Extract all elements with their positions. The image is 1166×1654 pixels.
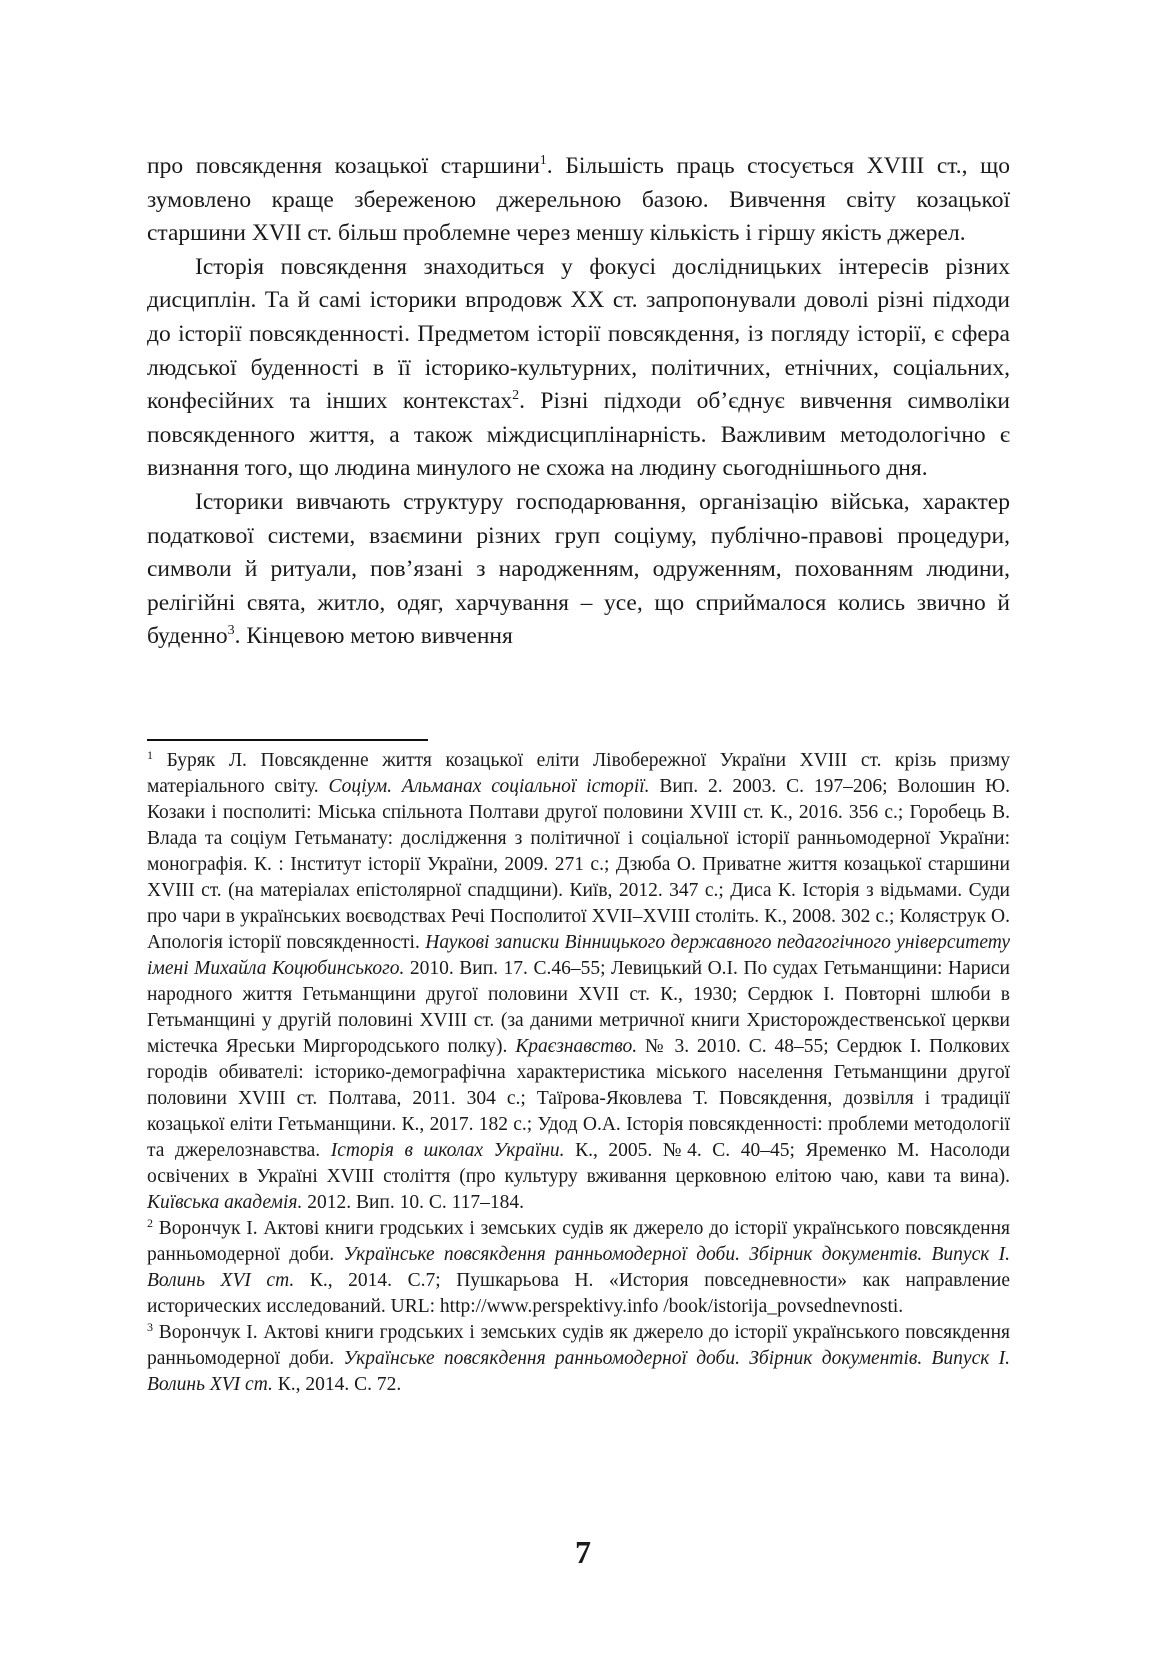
footnote-1-journal: Історія в школах України. xyxy=(330,1140,565,1161)
footnote-ref-3[interactable]: 3 xyxy=(227,623,235,639)
footnotes xyxy=(147,748,1010,1398)
paragraph-1 xyxy=(147,150,1010,251)
footnote-1 xyxy=(147,748,1010,1216)
footnote-3-journal: Українське повсякдення ранньомодерної доби. Збірник документів. Випуск І. Волинь XVI ст. xyxy=(147,1348,1010,1395)
footnote-3 xyxy=(147,1320,1010,1398)
footnote-1-text: Вип. 2. 2003. С. 197–206; Волошин Ю. Козаки і посполиті: Міська спільнота Полтави другої половини XVIII ст. К., 2016. 356 с.; Горобець В. Влада та соціум Гетьманату: дослідження з політичної і соціальної історії ранньомодерної України: монографія. К. : Інститут історії України, 2009. 271 с.; Дзюба О. Приватне життя козацької старшини XVIII ст. (на матеріалах епістолярної спадщини). Київ, 2012. 347 с.; Диса К. Історія з відьмами. Суди про чари в українських воєводствах Речі Посполитої XVII–XVIII століть. К., 2008. 302 с.; Коляструк О. Апологія історії повсякденності. xyxy=(147,776,1010,953)
footnote-ref-1[interactable]: 1 xyxy=(539,153,547,168)
footnote-3-number: 3 xyxy=(147,1320,153,1334)
paragraph-3-text-cont: . Кінцевою метою вивчення xyxy=(234,623,513,650)
footnote-1-text: № 3. 2010. С. 48–55; Сердюк І. Полкових городів обивателі: історико-демографічна характеристика міського населення Гетьманщини другої половини XVIII ст. Полтава, 2011. 304 с.; Таїрова-Яковлева Т. Повсякдення, дозвілля і традиції козацької еліти Гетьманщини. К., 2017. 182 с.; Удод О.А. Історія повсякденності: проблеми методології та джерелознавства. xyxy=(147,1036,1011,1161)
footnote-2-journal: Українське повсякдення ранньомодерної доби. Збірник документів. Випуск І. Волинь XVI ст. xyxy=(147,1244,1010,1291)
footnote-2 xyxy=(147,1216,1010,1320)
body-text xyxy=(147,150,1010,654)
footnote-1-journal: Соціум. Альманах соціальної історії. xyxy=(328,776,650,797)
paragraph-3-text: Історики вивчають структуру господарювання, організацію війська, характер податкової системи, взаємини різних груп соціуму, публічно-правові процедури, символи й ритуали, пов’язані з народженням, одруженням, похованням людини, релігійні свята, житло, одяг, харчування – усе, що сприймалося колись звично й буденно xyxy=(147,488,1010,650)
footnote-ref-2[interactable]: 2 xyxy=(512,388,520,404)
paragraph-2-text-cont: . Різні підходи об’єднує вивчення символіки повсякденного життя, а також міждисциплінарність. Важливим методологічно є визнання того, що людина минулого не схожа на людину сьогоднішнього дня. xyxy=(147,388,1010,482)
paragraph-1-text: про повсякдення козацької старшини xyxy=(147,153,540,179)
footnote-3-text: Ворончук І. Актові книги гродських і земських судів як джерело до історії українського повсякдення ранньомодерної доби. xyxy=(147,1322,1010,1369)
footnote-2-text: Ворончук І. Актові книги гродських і земських судів як джерело до історії українського повсякдення ранньомодерної доби. xyxy=(147,1218,1010,1265)
footnote-3-text: К., 2014. С. 72. xyxy=(272,1374,402,1395)
footnote-1-journal: Київська академія. xyxy=(147,1192,303,1213)
paragraph-2 xyxy=(147,251,1010,486)
footnote-2-number: 2 xyxy=(147,1216,153,1230)
paragraph-1-text-cont: . Більшість праць стосується XVIII ст., що зумовлено краще збереженою джерельною базою. Вивчення світу козацької старшини XVII ст. більш проблемне через меншу кількість і гіршу якість джерел. xyxy=(147,153,1010,247)
footnote-separator xyxy=(147,739,428,741)
footnote-1-text: 2012. Вип. 10. С. 117–184. xyxy=(302,1192,524,1213)
footnote-1-number: 1 xyxy=(147,748,153,762)
footnote-1-text: К., 2005. №4. С. 40–45; Яременко М. Насолоди освічених в Україні XVIII століття (про культуру вживання церковною елітою чаю, кави та вина). xyxy=(147,1140,1010,1187)
paragraph-2-text: Історія повсякдення знаходиться у фокусі дослідницьких інтересів різних дисциплін. Та й самі історики впродовж XX ст. запропонували доволі різні підходи до історії повсякденності. Предметом історії повсякдення, із погляду історії, є сфера людської буденності в її історико-культурних, політичних, етнічних, соціальних, конфесійних та інших контекстах xyxy=(147,253,1010,415)
page-number: 7 xyxy=(575,1534,591,1570)
footnote-2-text: К., 2014. С.7; Пушкарьова Н. «История повседневности» как направление исторических исследований. URL: http://www.perspektivy.info /book/istorija_povsednevnosti. xyxy=(147,1270,1010,1317)
footnote-1-text: Буряк Л. Повсякденне життя козацької еліти Лівобережної України XVIII ст. крізь призму матеріального світу. xyxy=(147,750,1010,797)
footnote-1-text: 2010. Вип. 17. С.46–55; Левицький О.І. По судах Гетьманщини: Нариси народного життя Гетьманщини другої половини XVII ст. К., 1930; Сердюк І. Повторні шлюби в Гетьманщині у другій половині XVIII ст. (за даними метричної книги Христорождественської церкви містечка Яреськи Миргородського полку). xyxy=(147,958,1010,1057)
footnote-1-journal: Наукові записки Вінницького державного педагогічного університету імені Михайла Коцюбинського. xyxy=(147,932,1010,979)
paragraph-3 xyxy=(147,486,1010,654)
footnote-1-journal: Краєзнавство. xyxy=(515,1036,638,1057)
